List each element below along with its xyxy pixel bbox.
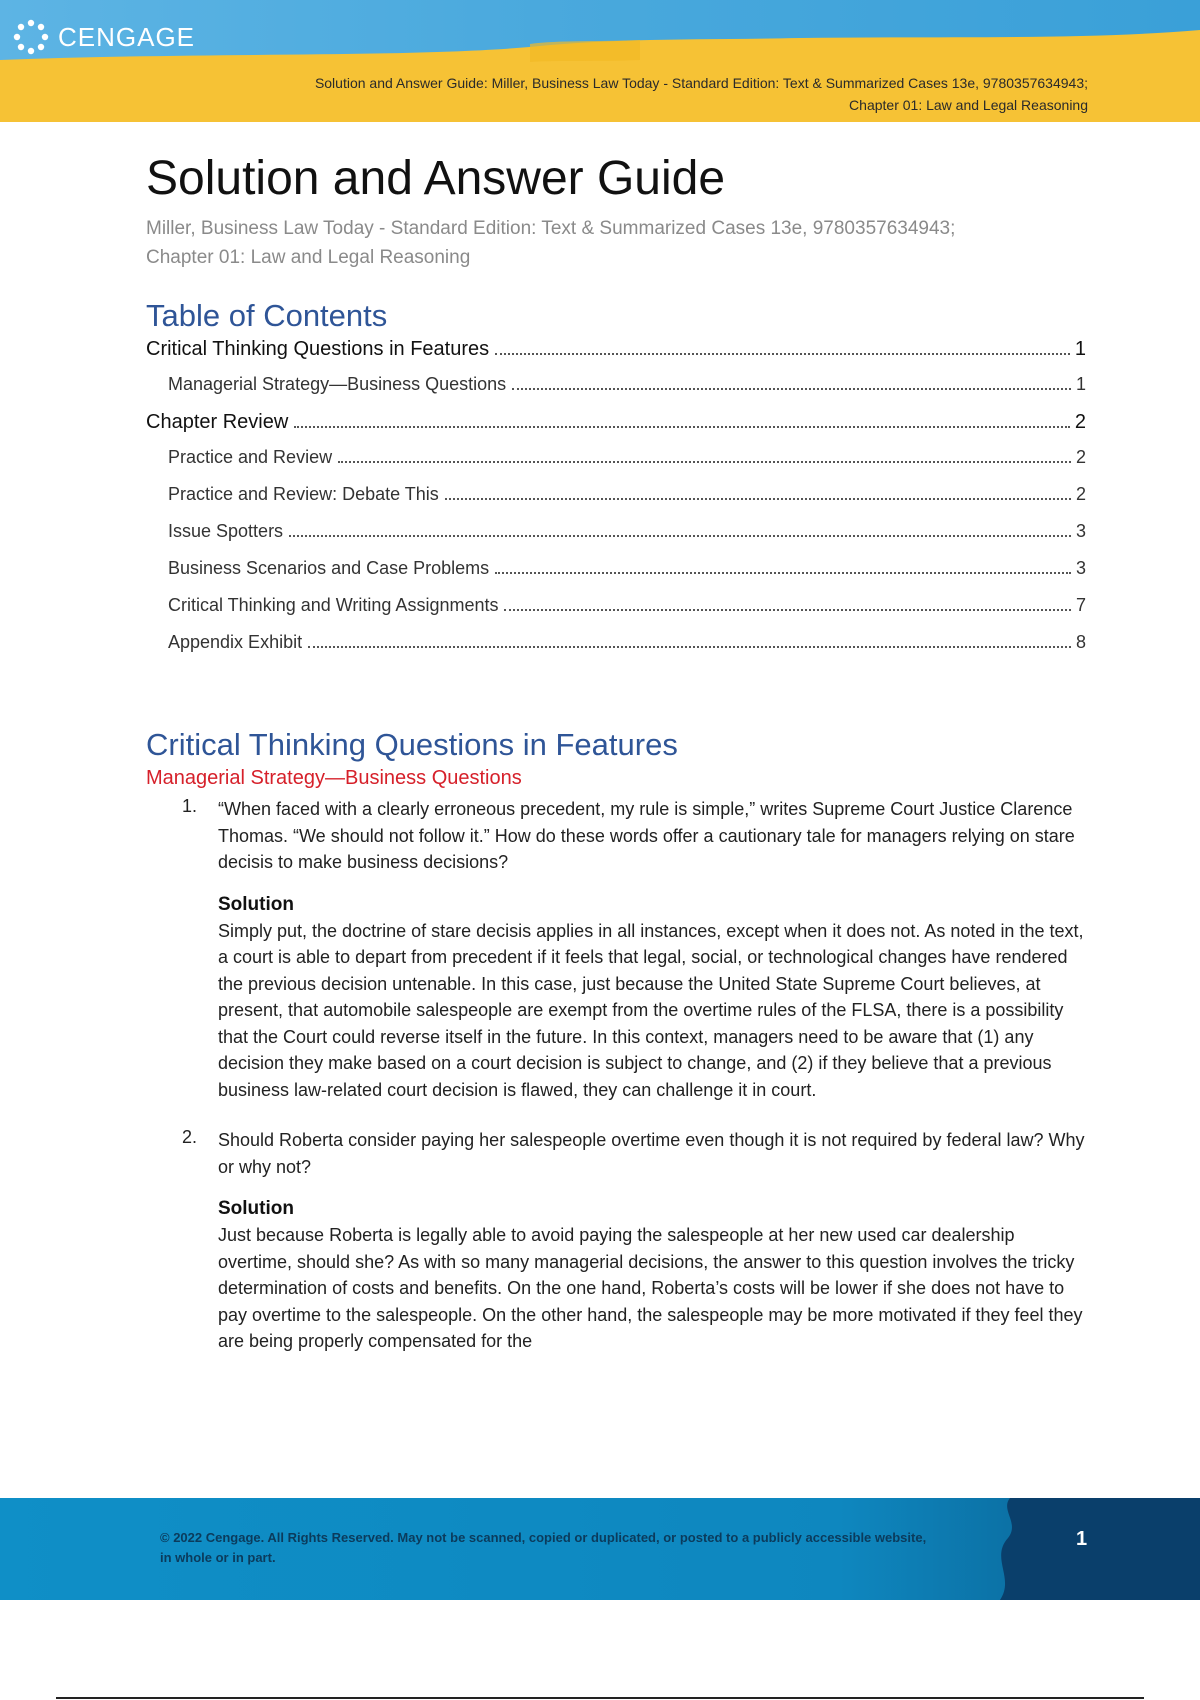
page-header-band (0, 0, 1200, 122)
toc-entry-issue-spotters[interactable] (146, 521, 1086, 558)
toc-entry-label: Issue Spotters (168, 521, 284, 541)
toc-entry-appendix-exhibit[interactable] (146, 632, 1086, 669)
toc-entry-page: 8 (1075, 632, 1086, 652)
toc-entry-page: 2 (1074, 411, 1086, 433)
toc-entry-page: 1 (1074, 338, 1086, 360)
page-bottom-rule (56, 1697, 1144, 1699)
toc-leader-dots (308, 646, 1071, 648)
toc-leader-dots (338, 461, 1071, 463)
solution-text: Just because Roberta is legally able to avoid paying the salespeople at her new used car dealership overtime, should she? As with so many managerial decisions, the answer to this question involves the tricky determination of costs and benefits. On the one hand, Roberta’s costs will be lower if she does not have to pay overtime to the salespeople. On the other hand, the salespeople may be more motivated if they feel they are being properly compensated for the (218, 1225, 1083, 1351)
toc-entry-label: Practice and Review (168, 447, 333, 467)
question-number: 1. (182, 796, 198, 816)
page-number: 1 (1076, 1528, 1088, 1550)
toc-entry-practice-review[interactable] (146, 447, 1086, 484)
toc-entry-chapter-review[interactable] (146, 411, 1086, 447)
toc-entry-page: 2 (1075, 484, 1086, 504)
brand-name: CENGAGE (58, 21, 196, 52)
document-subtitle (146, 214, 1086, 272)
toc-entry-page: 1 (1075, 374, 1086, 394)
toc-heading: Table of Contents (146, 298, 388, 333)
copyright-notice: © 2022 Cengage. All Rights Reserved. May not be scanned, copied or duplicated, or posted to a publicly accessible website, in whole or in part. (160, 1530, 927, 1565)
question-text: “When faced with a clearly erroneous precedent, my rule is simple,” writes Supreme Court Justice Clarence Thomas. “We should not follow it.” How do these words offer a cautionary tale for managers relying on stare decisis to make business decisions? (218, 799, 1075, 872)
toc-entry-business-scenarios[interactable] (146, 558, 1086, 595)
toc-entry-label: Appendix Exhibit (168, 632, 303, 652)
toc-entry-label: Chapter Review (146, 411, 289, 433)
toc-leader-dots (495, 353, 1070, 355)
subsection-heading: Managerial Strategy—Business Questions (146, 767, 522, 789)
toc-entry-writing-assignments[interactable] (146, 595, 1086, 632)
toc-entry-managerial-strategy[interactable] (146, 374, 1086, 411)
toc-entry-page: 2 (1075, 447, 1086, 467)
subtitle-chapter: Chapter 01: Law and Legal Reasoning (146, 247, 471, 268)
section-heading: Critical Thinking Questions in Features (146, 727, 678, 762)
question-item (146, 1127, 1086, 1355)
toc-entry-critical-thinking[interactable] (146, 338, 1086, 374)
toc-entry-page: 7 (1075, 595, 1086, 615)
header-book-info: Solution and Answer Guide: Miller, Business Law Today - Standard Edition: Text & Summarized Cases 13e, 9780357634943; (314, 75, 1088, 91)
toc-leader-dots (504, 609, 1071, 611)
page-footer-band (0, 1498, 1200, 1600)
cengage-logo (12, 18, 195, 56)
toc-entry-label: Business Scenarios and Case Problems (168, 558, 490, 578)
toc-entry-page: 3 (1075, 558, 1086, 578)
toc-leader-dots (495, 572, 1071, 574)
document-body (146, 150, 1086, 1355)
solution-title: Solution (218, 1198, 294, 1219)
toc-entry-label: Managerial Strategy—Business Questions (168, 374, 507, 394)
toc-entry-debate-this[interactable] (146, 484, 1086, 521)
question-item (146, 796, 1086, 1103)
header-chapter-info: Chapter 01: Law and Legal Reasoning (849, 97, 1088, 113)
toc-entry-page: 3 (1075, 521, 1086, 541)
toc-leader-dots (512, 388, 1071, 390)
document-title: Solution and Answer Guide (146, 152, 726, 205)
toc-entry-label: Critical Thinking Questions in Features (146, 338, 490, 360)
question-number: 2. (182, 1127, 198, 1147)
toc-entry-label: Critical Thinking and Writing Assignments (168, 595, 499, 615)
cengage-dots-icon (12, 18, 50, 56)
toc-leader-dots (294, 426, 1070, 428)
solution-text: Simply put, the doctrine of stare decisis applies in all instances, except when it does not. As noted in the text, a court is able to depart from precedent if it feels that legal, social, or technological changes have rendered the previous decision untenable. In this case, just because the United State Supreme Court believes, at present, that automobile salespeople are exempt from the overtime rules of the FLSA, there is a possibility that the Court could reverse itself in the future. In this context, managers need to be aware that (1) any decision they make based on a court decision is subject to change, and (2) if they believe that a previous business law-related court decision is flawed, they can challenge it in court. (218, 920, 1084, 1100)
question-text: Should Roberta consider paying her salespeople overtime even though it is not required by federal law? Why or why not? (218, 1130, 1085, 1177)
toc-leader-dots (445, 498, 1071, 500)
solution-title: Solution (218, 893, 294, 915)
table-of-contents (146, 338, 1086, 669)
toc-leader-dots (289, 535, 1071, 537)
subtitle-book: Miller, Business Law Today - Standard Edition: Text & Summarized Cases 13e, 9780357634943; (146, 218, 956, 239)
toc-entry-label: Practice and Review: Debate This (168, 484, 439, 504)
